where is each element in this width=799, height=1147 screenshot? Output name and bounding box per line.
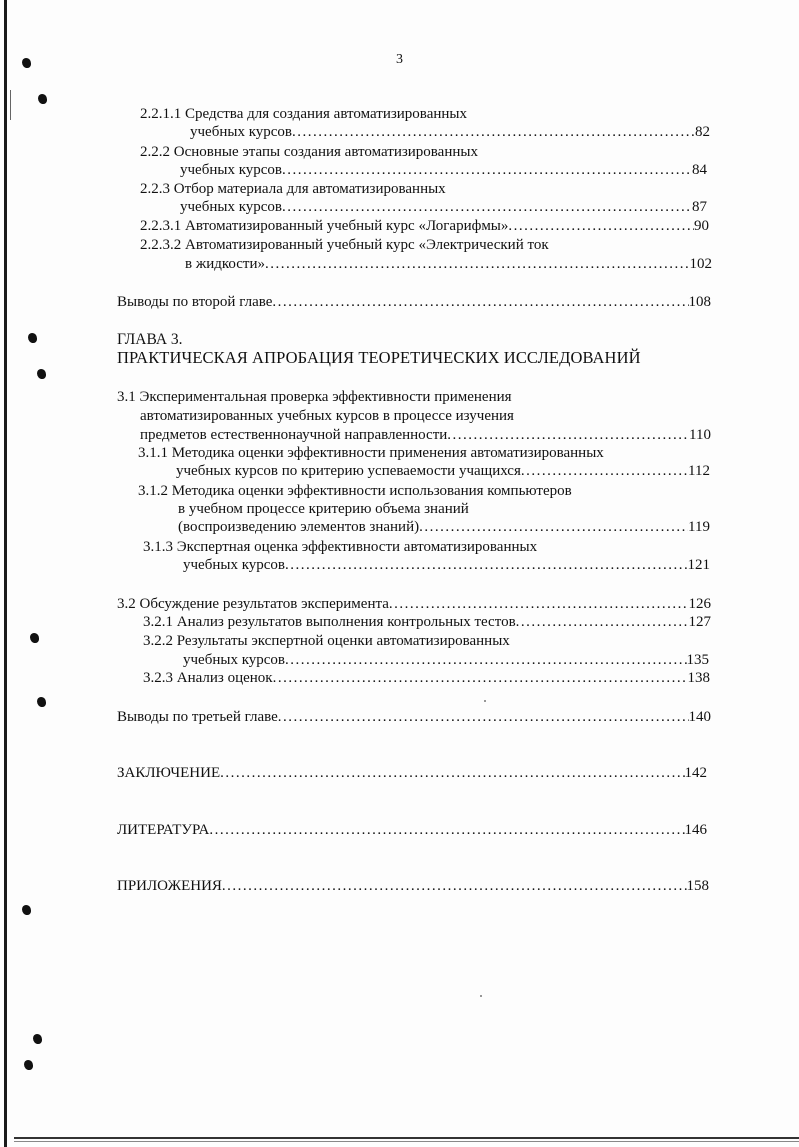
toc-entry-line: [117, 292, 711, 312]
toc-entry-title: ЛИТЕРАТУРА: [117, 822, 210, 838]
toc-entry-title: предметов естественнонаучной направленности: [140, 427, 448, 443]
binding-hole-mark: [33, 1034, 42, 1044]
dot-leader: [285, 555, 687, 575]
toc-entry-title: (воспроизведению элементов знаний): [178, 519, 420, 535]
toc-entry-title: 2.2.3.1 Автоматизированный учебный курс «Логарифмы»: [140, 218, 509, 234]
dot-leader: [222, 876, 687, 896]
toc-page-number: 121: [687, 557, 710, 573]
toc-entry-line: [140, 216, 709, 236]
toc-entry-line: [140, 425, 711, 445]
toc-entry-title: ЗАКЛЮЧЕНИЕ: [117, 765, 221, 781]
toc-entry-title: 3.1.3 Экспертная оценка эффективности автоматизированных: [143, 539, 538, 555]
dot-leader: [508, 216, 694, 236]
toc-page-number: 87: [692, 199, 707, 215]
toc-entry-title: учебных курсов: [180, 162, 283, 178]
toc-entry-title: в жидкости»: [185, 256, 265, 272]
toc-entry-title: 3.2.2 Результаты экспертной оценки автоматизированных: [143, 633, 510, 649]
toc-entry-line: [185, 254, 712, 274]
toc-page-number: 142: [684, 765, 707, 781]
toc-entry-title: Выводы по третьей главе: [117, 709, 278, 725]
dot-leader: [447, 425, 689, 445]
dot-leader: [389, 594, 689, 614]
toc-page-number: 140: [688, 709, 711, 725]
toc-entry-line: [183, 650, 709, 670]
toc-entry-line: [143, 668, 710, 688]
scan-edge-bottom-thin: [14, 1141, 799, 1142]
toc-entry-title: автоматизированных учебных курсов в процессе изучения: [140, 408, 514, 424]
toc-entry-title: 2.2.3 Отбор материала для автоматизированных: [140, 181, 446, 197]
toc-entry-line: [117, 707, 711, 727]
dot-leader: [521, 461, 688, 481]
toc-entry-title: учебных курсов: [180, 199, 283, 215]
binding-hole-mark: [22, 905, 31, 915]
binding-hole-mark: [37, 369, 46, 379]
dot-leader: [292, 122, 695, 142]
scan-edge-mark: [10, 90, 11, 120]
dot-leader: [282, 160, 692, 180]
toc-entry-title: 3.2.1 Анализ результатов выполнения контрольных тестов: [143, 614, 516, 630]
toc-entry-title: учебных курсов: [183, 652, 286, 668]
toc-entry-line: [178, 517, 710, 537]
toc-entry-line: [117, 876, 709, 896]
toc-entry-line: [143, 612, 711, 632]
chapter-label: ГЛАВА 3.: [117, 331, 183, 348]
toc-entry-line: [176, 461, 710, 481]
binding-hole-mark: [24, 1060, 33, 1070]
toc-entry-title: 2.2.1.1 Средства для создания автоматизированных: [140, 106, 467, 122]
toc-entry-title: 3.2.3 Анализ оценок: [143, 670, 273, 686]
toc-entry-title: в учебном процессе критерию объема знаний: [178, 501, 469, 517]
toc-entry-title: учебных курсов: [183, 557, 286, 573]
toc-entry-title: 3.1.1 Методика оценки эффективности применения автоматизированных: [138, 445, 604, 461]
binding-hole-mark: [28, 333, 37, 343]
dot-leader: [278, 707, 689, 727]
dot-leader: [209, 820, 684, 840]
toc-page-number: 146: [684, 822, 707, 838]
toc-page-number: 84: [692, 162, 707, 178]
toc-page-number: 158: [686, 878, 709, 894]
toc-entry-line: [117, 594, 711, 614]
toc-page-number: 90: [694, 218, 709, 234]
scan-edge-bottom: [14, 1137, 799, 1139]
toc-entry-title: 2.2.3.2 Автоматизированный учебный курс «Электрический ток: [140, 237, 549, 253]
toc-entry-line: [183, 555, 710, 575]
binding-hole-mark: [37, 697, 46, 707]
chapter-title: ПРАКТИЧЕСКАЯ АПРОБАЦИЯ ТЕОРЕТИЧЕСКИХ ИССЛЕДОВАНИЙ: [117, 348, 641, 367]
toc-entry-title: учебных курсов: [190, 124, 293, 140]
dot-leader: [282, 197, 692, 217]
toc-entry-line: [180, 160, 707, 180]
toc-page-number: 112: [688, 463, 710, 479]
toc-entry-title: 3.1.2 Методика оценки эффективности использования компьютеров: [138, 483, 572, 499]
toc-page-number: 138: [687, 670, 710, 686]
toc-page-number: 102: [689, 256, 712, 272]
toc-page-number: 135: [686, 652, 709, 668]
page-number: 3: [396, 52, 403, 67]
dot-leader: [273, 668, 688, 688]
toc-entry-line: [180, 197, 707, 217]
toc-page-number: 127: [688, 614, 711, 630]
toc-entry-line: [190, 122, 710, 142]
toc-page-number: 110: [689, 427, 711, 443]
toc-entry-title: 2.2.2 Основные этапы создания автоматизированных: [140, 144, 478, 160]
toc-entry-line: [117, 820, 707, 840]
toc-entry-line: [117, 763, 707, 783]
toc-page-number: 119: [688, 519, 710, 535]
scan-speck: [484, 700, 486, 702]
scan-edge-left: [4, 0, 7, 1147]
toc-entry-title: Выводы по второй главе: [117, 294, 273, 310]
binding-hole-mark: [38, 94, 47, 104]
toc-page-number: 126: [688, 596, 711, 612]
toc-entry-title: ПРИЛОЖЕНИЯ: [117, 878, 222, 894]
scan-speck: [480, 995, 482, 997]
dot-leader: [516, 612, 689, 632]
dot-leader: [285, 650, 686, 670]
binding-hole-mark: [30, 633, 39, 643]
toc-entry-title: 3.2 Обсуждение результатов эксперимента: [117, 596, 389, 612]
dot-leader: [265, 254, 690, 274]
toc-entry-title: 3.1 Экспериментальная проверка эффективности применения: [117, 389, 512, 405]
toc-page-number: 82: [695, 124, 710, 140]
toc-entry-title: учебных курсов по критерию успеваемости учащихся: [176, 463, 521, 479]
dot-leader: [419, 517, 688, 537]
dot-leader: [272, 292, 688, 312]
dot-leader: [220, 763, 684, 783]
toc-page-number: 108: [688, 294, 711, 310]
